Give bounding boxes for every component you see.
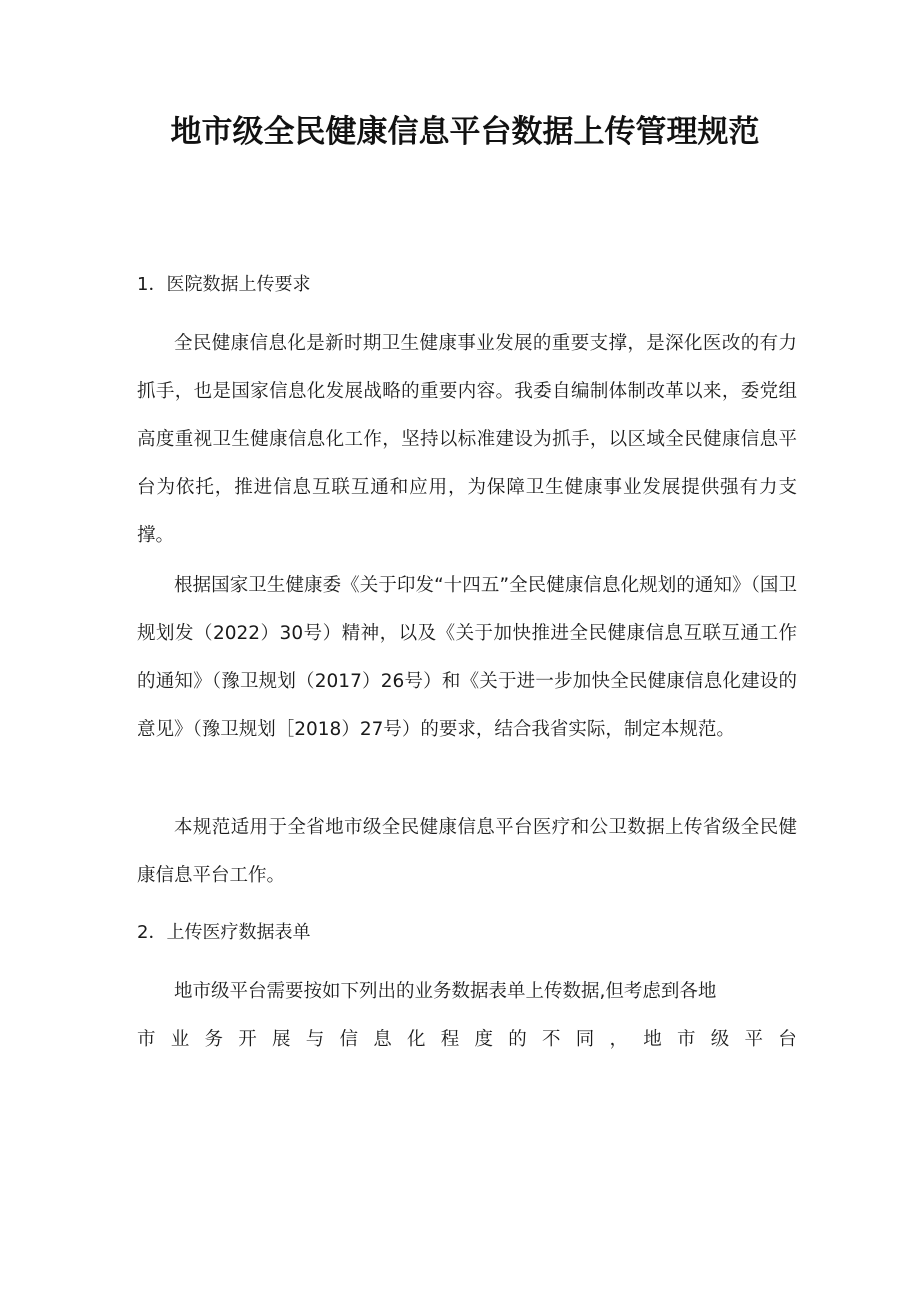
char: 化 [407,1029,426,1050]
paragraph-scope: 本规范适用于全省地市级全民健康信息平台医疗和公卫数据上传省级全民健康信息平台工作。 [137,817,797,886]
char: 息 [373,1029,392,1050]
char: 同 [575,1029,595,1050]
document-title: 地市级全民健康信息平台数据上传管理规范 [170,114,760,150]
char: 信 [339,1029,359,1050]
char: 程 [440,1029,460,1050]
char: 与 [305,1029,325,1050]
char: 业 [170,1029,190,1050]
section-2-heading: 2．上传医疗数据表单 [137,922,311,943]
char: 平 [744,1029,764,1050]
section-1-heading: 1．医院数据上传要求 [137,274,311,295]
char: 务 [204,1029,224,1050]
char: 台 [778,1029,797,1050]
char: 展 [272,1029,291,1050]
paragraph-intro: 全民健康信息化是新时期卫生健康事业发展的重要支撑，是深化医改的有力抓手，也是国家信息化发展战略的重要内容。我委自编制体制改革以来，委党组高度重视卫生健康信息化工作，坚持以标准建设为抓手，以区域全民健康信息平台为依托，推进信息互联互通和应用，为保障卫生健康事业发展提供强有力支撑。 [137,333,797,546]
char: 的 [508,1029,527,1050]
paragraph-upload-forms: 地市级平台需要按如下列出的业务数据表单上传数据,但考虑到各地 [174,981,717,1002]
char: 地 [643,1029,662,1050]
char: 级 [710,1029,730,1050]
char: 市 [677,1029,696,1050]
char: 度 [474,1029,494,1050]
char: 开 [238,1029,257,1050]
char: ， [609,1029,629,1050]
paragraph-upload-forms-line-2 [137,1027,797,1053]
char: 不 [542,1029,561,1050]
paragraph-basis: 根据国家卫生健康委《关于印发“十四五”全民健康信息化规划的通知》（国卫规划发（2022）30号）精神，以及《关于加快推进全民健康信息互联互通工作的通知》（豫卫规划（2017）26号）和《关于进一步加快全民健康信息化建设的意见》（豫卫规划［2018）27号）的要求，结合我省实际，制定本规范。 [137,575,797,740]
char: 市 [137,1029,156,1050]
